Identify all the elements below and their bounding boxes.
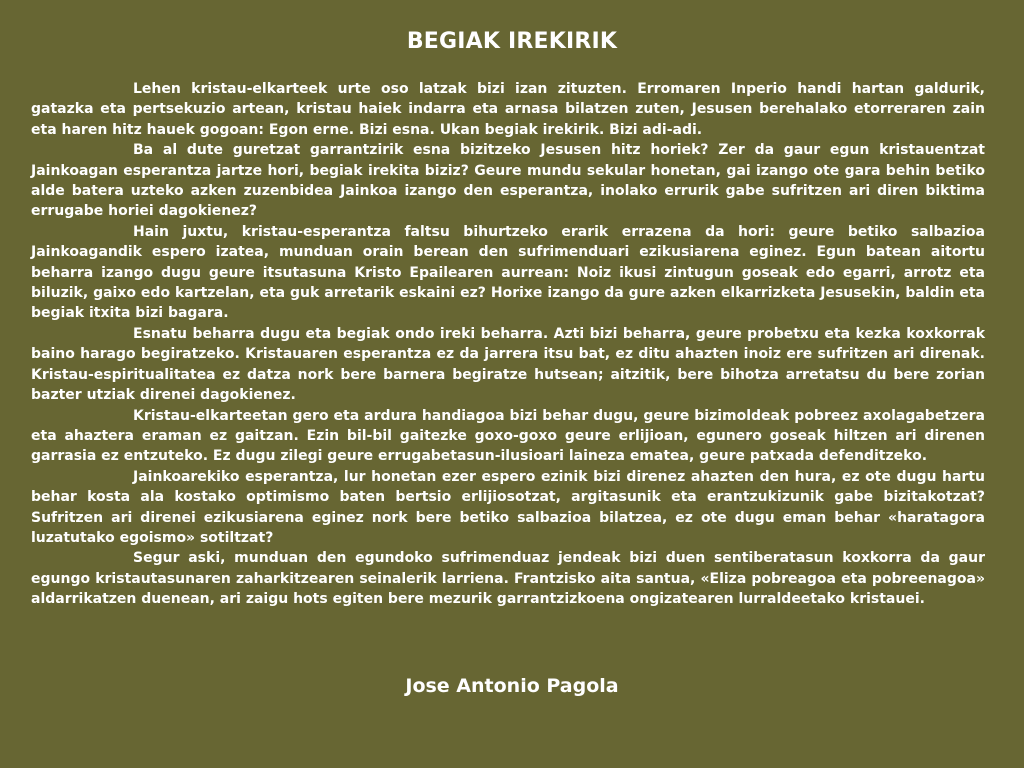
paragraph: Esnatu beharra dugu eta begiak ondo ireki beharra. Azti bizi beharra, geure probetxu eta kezka koxkorrak baino harago begiratzeko. Kristauaren esperantza ez da jarrera itsu bat, ez ditu ahazten inoiz ere sufritzen ari direnak. Kristau-espiritualitatea ez datza nork bere barnera begiratze hutsean; aitzitik, bere bihotza arretatsu du bere zorian bazter utziak direnei dagokienez.: [31, 325, 985, 404]
paragraph: Hain juxtu, kristau-esperantza faltsu bihurtzeko erarik errazena da hori: geure betiko salbazioa Jainkoagandik espero izatea, munduan orain berean den sufrimenduari ezikusiarena eginez. Egun batean aitortu beharra izango dugu geure itsutasuna Kristo Epailearen aurrean: Noiz ikusi zintugun goseak edo egarri, arrotz eta biluzik, gaixo edo kartzelan, eta guk arretarik eskaini ez? Horixe izango da gure azken elkarrizketa Jesusekin, baldin eta begiak itxita bizi bagara.: [31, 223, 985, 322]
paragraph: Lehen kristau-elkarteek urte oso latzak bizi izan zituzten. Erromaren Inperio handi hartan galdurik, gatazka eta pertsekuzio artean, kristau haiek indarra eta arnasa bilatzen zuten, Jesusen berehalako etorreraren zain eta haren hitz hauek gogoan: Egon erne. Bizi esna. Ukan begiak irekirik. Bizi adi-adi.: [31, 81, 985, 138]
paragraph: Kristau-elkarteetan gero eta ardura handiagoa bizi behar dugu, geure bizimoldeak pobreez axolagabetzera eta ahaztera eraman ez gaitzan. Ezin bil-bil gaitezke goxo-goxo geure erlijioan, egunero goseak hiltzen ari direnen garrasia ez entzuteko. Ez dugu zilegi geure errugabetasun-ilusioari laineza ematea, geure patxada defenditzeko.: [31, 407, 985, 465]
paragraph: Ba al dute guretzat garrantzirik esna bizitzeko Jesusen hitz horiek? Zer da gaur egun kristauentzat Jainkoagan esperantza jartze hori, begiak irekita biziz? Geure mundu sekular honetan, gai izango ote gara behin betiko alde batera uzteko azken zuzenbidea Jainkoa izango den esperantza, inolako errurik gabe sufritzen ari diren biktima errugabe horiei dagokienez?: [31, 142, 985, 220]
slide-title: BEGIAK IREKIRIK: [406, 29, 618, 54]
body-text: [31, 79, 985, 610]
paragraph: Segur aski, munduan den egundoko sufrimenduaz jendeak bizi duen sentiberatasun koxkorra da gaur egungo kristautasunaren zaharkitzearen seinalerik larriena. Frantzisko aita santua, «Eliza pobreagoa eta pobreenagoa» aldarrikatzen duenean, ari zaigu hots egiten bere mezurik garrantzizkoena ongizatearen lurraldeetako kristauei.: [31, 550, 985, 608]
author-name: Jose Antonio Pagola: [405, 675, 619, 697]
paragraph: Jainkoarekiko esperantza, lur honetan ezer espero ezinik bizi direnez ahazten den hura, ez ote dugu hartu behar kosta ala kostako optimismo baten bertsio erlijiosotzat, argitasunik eta erantzukizunik gabe bizitakotzat? Sufritzen ari direnei ezikusiarena eginez nork bere betiko salbazioa bilatzea, ez ote dugu eman behar «haratagora luzatutako egoismo» sotiltzat?: [31, 468, 985, 546]
